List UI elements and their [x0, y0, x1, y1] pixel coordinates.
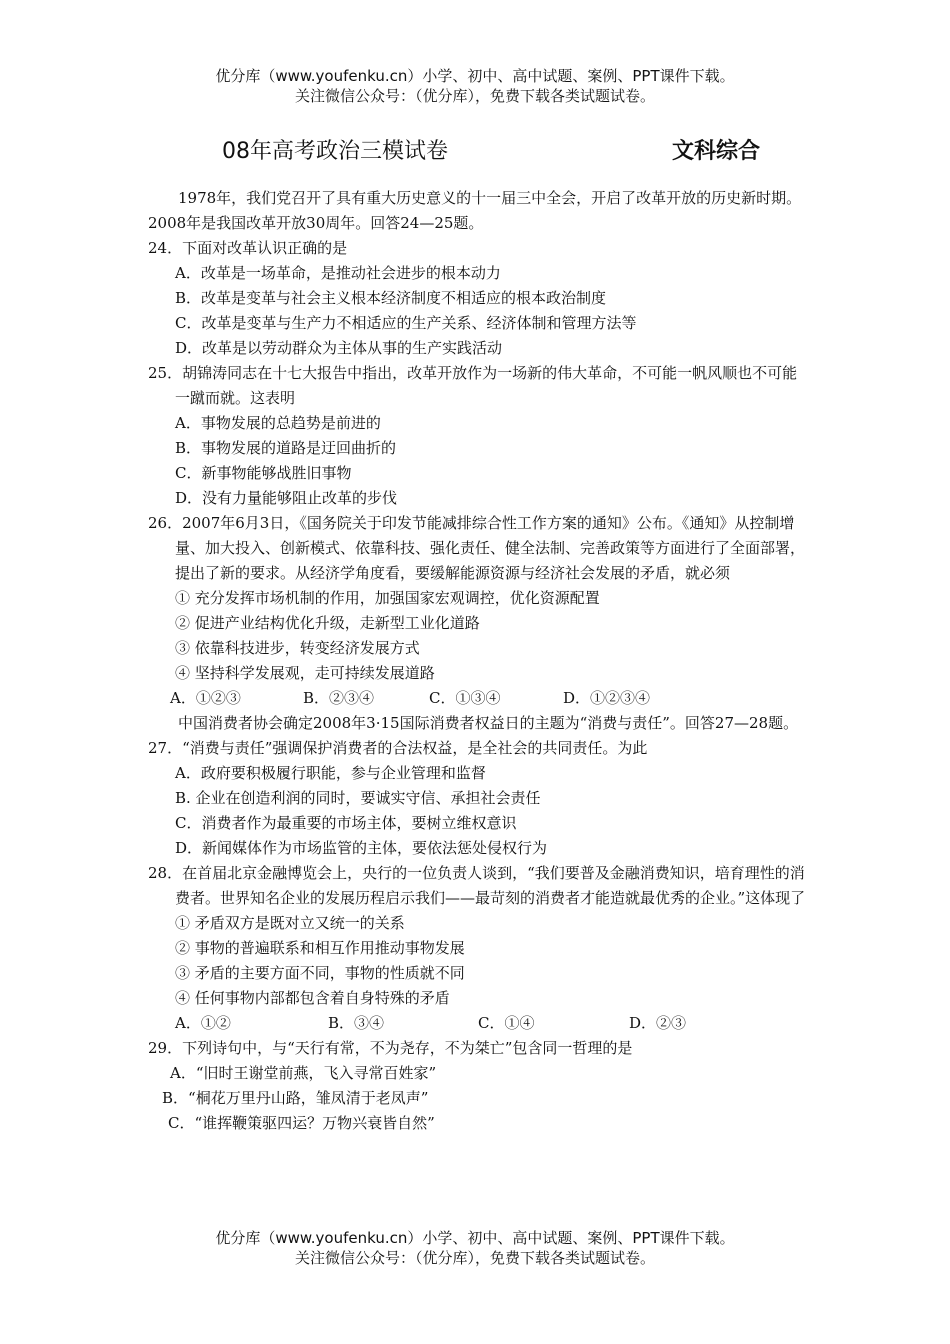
- question-24-option-b: B．改革是变革与社会主义根本经济制度不相适应的根本政治制度: [175, 289, 607, 307]
- question-27-option-c: C．消费者作为最重要的市场主体，要树立维权意识: [175, 814, 517, 832]
- question-25-option-c: C．新事物能够战胜旧事物: [175, 464, 352, 482]
- question-26: [148, 511, 808, 711]
- question-25-option-a: A．事物发展的总趋势是前进的: [175, 414, 381, 432]
- exam-title: 08年高考政治三模试卷: [222, 139, 448, 164]
- question-26-item-2: ② 促进产业结构优化升级，走新型工业化道路: [175, 614, 480, 632]
- question-29-option-a: A．“旧时王谢堂前燕，飞入寻常百姓家”: [170, 1064, 437, 1082]
- page-header: [0, 66, 950, 106]
- question-26-stem: 26．2007年6月3日，《国务院关于印发节能减排综合性工作方案的通知》公布。《通知》从控制增量、加大投入、创新模式、依靠科技、强化责任、健全法制、完善政策等方面进行了全面部署，提出了新的要求。从经济学角度看，要缓解能源资源与经济社会发展的矛盾，就必须: [148, 514, 806, 582]
- question-26-item-4: ④ 坚持科学发展观，走可持续发展道路: [175, 664, 435, 682]
- question-27-stem: 27．“消费与责任”强调保护消费者的合法权益，是全社会的共同责任。为此: [148, 739, 648, 757]
- question-28-option-b: B．③④: [328, 1014, 385, 1032]
- question-26-item-3: ③ 依靠科技进步，转变经济发展方式: [175, 639, 420, 657]
- question-25-option-d: D．没有力量能够阻止改革的步伐: [175, 489, 398, 507]
- question-26-option-b: B．②③④: [303, 689, 375, 707]
- intro-passage-2: 中国消费者协会确定2008年3·15国际消费者权益日的主题为“消费与责任”。回答27—28题。: [178, 714, 799, 732]
- page-footer: [0, 1228, 950, 1268]
- question-28-option-d: D．②③: [629, 1014, 687, 1032]
- question-29: [148, 1036, 808, 1136]
- question-25-option-b: B．事物发展的道路是迂回曲折的: [175, 439, 397, 457]
- question-28-choices: [148, 1011, 808, 1036]
- question-29-option-c: C．“谁挥鞭策驱四运？万物兴衰皆自然”: [168, 1114, 435, 1132]
- question-26-option-d: D．①②③④: [563, 689, 651, 707]
- question-27: [148, 736, 808, 861]
- question-24: [148, 236, 808, 361]
- footer-line-2: 关注微信公众号：（优分库），免费下载各类试题试卷。: [294, 1249, 655, 1267]
- header-line-1: 优分库（www.youfenku.cn）小学、初中、高中试题、案例、PPT课件下载。: [215, 67, 735, 85]
- question-24-option-c: C．改革是变革与生产力不相适应的生产关系、经济体制和管理方法等: [175, 314, 637, 332]
- footer-line-1: 优分库（www.youfenku.cn）小学、初中、高中试题、案例、PPT课件下载。: [215, 1229, 735, 1247]
- question-28-stem: 28．在首届北京金融博览会上，央行的一位负责人谈到，“我们要普及金融消费知识，培育理性的消费者。世界知名企业的发展历程启示我们——最苛刻的消费者才能造就最优秀的企业。”这体现了: [148, 864, 806, 907]
- question-24-option-a: A．改革是一场革命，是推动社会进步的根本动力: [175, 264, 501, 282]
- question-25: [148, 361, 808, 511]
- question-24-stem: 24．下面对改革认识正确的是: [148, 239, 348, 257]
- exam-subject: 文科综合: [672, 139, 761, 164]
- question-28-item-1: ① 矛盾双方是既对立又统一的关系: [175, 914, 405, 932]
- question-26-item-1: ① 充分发挥市场机制的作用，加强国家宏观调控，优化资源配置: [175, 589, 600, 607]
- question-26-choices: [148, 686, 808, 711]
- question-28: [148, 861, 808, 1036]
- question-29-option-b: B．“桐花万里丹山路，雏凤清于老凤声”: [162, 1089, 429, 1107]
- question-27-option-b: B. 企业在创造利润的同时，要诚实守信、承担社会责任: [175, 789, 541, 807]
- question-28-item-2: ② 事物的普遍联系和相互作用推动事物发展: [175, 939, 465, 957]
- question-28-item-3: ③ 矛盾的主要方面不同，事物的性质就不同: [175, 964, 465, 982]
- header-line-2: 关注微信公众号：（优分库），免费下载各类试题试卷。: [294, 87, 655, 105]
- question-28-item-4: ④ 任何事物内部都包含着自身特殊的矛盾: [175, 989, 450, 1007]
- question-29-stem: 29．下列诗句中，与“天行有常，不为尧存，不为桀亡”包含同一哲理的是: [148, 1039, 633, 1057]
- question-26-option-c: C．①③④: [429, 689, 501, 707]
- title-row: [0, 134, 950, 168]
- question-24-option-d: D．改革是以劳动群众为主体从事的生产实践活动: [175, 339, 503, 357]
- intro-passage-1: 1978年，我们党召开了具有重大历史意义的十一届三中全会，开启了改革开放的历史新时期。2008年是我国改革开放30周年。回答24—25题。: [148, 189, 802, 232]
- question-28-option-c: C．①④: [478, 1014, 535, 1032]
- exam-body: [148, 186, 808, 1136]
- question-25-stem: 25．胡锦涛同志在十七大报告中指出，改革开放作为一场新的伟大革命，不可能一帆风顺也不可能一蹴而就。这表明: [148, 364, 798, 407]
- question-26-option-a: A．①②③: [170, 689, 241, 707]
- question-27-option-a: A．政府要积极履行职能，参与企业管理和监督: [175, 764, 486, 782]
- question-27-option-d: D．新闻媒体作为市场监管的主体，要依法惩处侵权行为: [175, 839, 548, 857]
- question-28-option-a: A．①②: [175, 1014, 231, 1032]
